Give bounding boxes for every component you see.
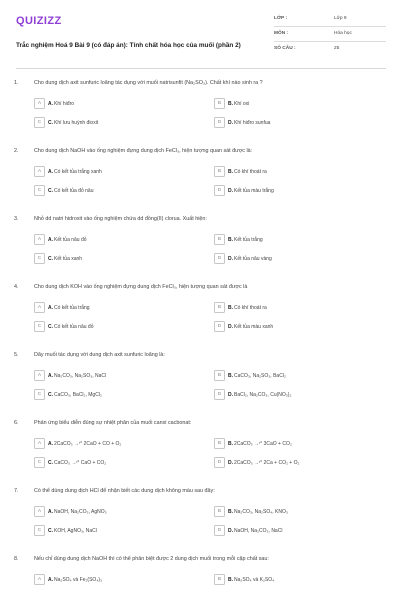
option-letter-box[interactable]: C [34, 321, 45, 332]
option-value: Kết tủa nâu vàng [234, 255, 272, 262]
option-text [228, 324, 273, 330]
meta-value: Hóa học [334, 31, 352, 36]
option-label: C. [48, 255, 53, 262]
meta-label: LỚP : [274, 16, 288, 21]
answer-option-a[interactable] [34, 574, 204, 588]
option-text [228, 460, 299, 466]
option-text [48, 528, 97, 534]
option-label: D. [228, 323, 233, 330]
meta-row-class [274, 12, 386, 27]
option-letter-box[interactable]: A [34, 166, 45, 177]
question-number: 4. [14, 284, 19, 290]
question-text: Dãy muối tác dụng với dung dịch axit sunfuric loãng là: [34, 352, 165, 358]
meta-label: SỐ CÂU : [274, 46, 296, 51]
option-value: CaCO₃, Na₂SO₃, BaCl₂ [234, 372, 286, 379]
option-row [34, 185, 384, 199]
answer-option-c[interactable] [34, 185, 204, 199]
option-letter-box[interactable]: B [214, 234, 225, 245]
question-number: 7. [14, 488, 19, 494]
answer-option-a[interactable] [34, 438, 204, 452]
answer-option-d[interactable] [214, 117, 384, 131]
worksheet-title: Trắc nghiệm Hoá 9 Bài 9 (có đáp án): Tính chất hóa học của muối (phần 2) [16, 42, 241, 49]
option-value: NaOH, Na₂CO₃, NaCl [234, 527, 283, 534]
option-letter-box[interactable]: C [34, 525, 45, 536]
option-value: Na₂SO₄ và K₂SO₄ [234, 576, 275, 583]
option-label: C. [48, 323, 53, 330]
option-value: Có kết tủa đỏ nâu [54, 187, 94, 194]
option-value: Kết tủa nâu đỏ [54, 236, 87, 243]
option-text [228, 188, 274, 194]
option-value: Kết tủa xanh [54, 255, 83, 262]
option-letter-box[interactable]: D [214, 525, 225, 536]
option-value: NaOH, Na₂CO₃, AgNO₃ [54, 508, 107, 515]
question-text: Có thể dùng dung dịch HCl để nhận biết các dung dịch không màu sau đây: [34, 488, 215, 494]
option-value: CaCO₃, BaCl₂, MgCl₂ [54, 391, 102, 398]
answer-option-c[interactable] [34, 525, 204, 539]
option-letter-box[interactable]: C [34, 253, 45, 264]
option-row [34, 98, 384, 112]
option-value: Có khí thoát ra [234, 304, 267, 311]
answer-option-c[interactable] [34, 321, 204, 335]
option-letter-box[interactable]: C [34, 457, 45, 468]
question-text: Nếu chỉ dùng dung dịch NaOH thì có thể phân biệt được 2 dung dịch muối trong mỗi cặp chất sau: [34, 556, 269, 562]
option-label: C. [48, 527, 53, 534]
option-label: A. [48, 100, 53, 107]
option-letter-box[interactable]: B [214, 302, 225, 313]
option-label: A. [48, 372, 53, 379]
option-value: Khí lưu huỳnh đioxit [54, 119, 99, 126]
answer-option-c[interactable] [34, 389, 204, 403]
option-text [228, 577, 274, 583]
answer-option-d[interactable] [214, 525, 384, 539]
option-text [228, 528, 282, 534]
option-text [228, 237, 263, 243]
option-value: Có khí thoát ra [234, 168, 267, 175]
question-item [14, 352, 386, 410]
question-item [14, 148, 386, 206]
option-letter-box[interactable]: C [34, 117, 45, 128]
answer-option-a[interactable] [34, 370, 204, 384]
option-label: C. [48, 187, 53, 194]
question-text: Cho dung dịch KOH vào ống nghiệm đựng dung dịch FeCl₃, hiện tượng quan sát được là [34, 284, 248, 290]
option-letter-box[interactable]: A [34, 370, 45, 381]
answer-option-d[interactable] [214, 253, 384, 267]
option-label: B. [228, 372, 233, 379]
option-text [48, 460, 106, 466]
option-label: D. [228, 459, 233, 466]
option-value: Có kết tủa trắng xanh [54, 168, 102, 175]
option-text [228, 509, 288, 515]
option-row [34, 506, 384, 520]
question-text: Cho dung dịch axit sunfuric loãng tác dụng với muối natrisunfit (Na₂SO₃). Chất khí nào sinh ra ? [34, 80, 263, 86]
option-row [34, 457, 384, 471]
question-item [14, 284, 386, 342]
answer-option-d[interactable] [214, 321, 384, 335]
question-item [14, 420, 386, 478]
option-text [228, 256, 272, 262]
question-item [14, 216, 386, 274]
answer-option-d[interactable] [214, 457, 384, 471]
answer-option-b[interactable] [214, 574, 384, 588]
option-text [228, 305, 267, 311]
option-text [48, 188, 93, 194]
option-value: BaCl₂, Na₂CO₃, Cu(NO₃)₂ [234, 391, 292, 398]
option-label: D. [228, 255, 233, 262]
option-value: Có kết tủa nâu đỏ [54, 323, 94, 330]
option-value: KOH, AgNO₃, NaCl [54, 527, 97, 534]
option-text [228, 101, 249, 107]
question-text: Nhỏ dd natri hidroxit vào ống nghiệm chứa dd đồng(II) clorua. Xuất hiện: [34, 216, 207, 222]
option-value: Na₂CO₃, Na₂SO₃, NaCl [54, 372, 107, 379]
option-label: B. [228, 576, 233, 583]
quizizz-logo[interactable]: QUIZIZZ [16, 15, 62, 27]
meta-row-subject [274, 27, 386, 42]
option-row [34, 166, 384, 180]
option-text [48, 237, 87, 243]
option-text [48, 392, 102, 398]
option-letter-box[interactable]: C [34, 389, 45, 400]
option-label: B. [228, 236, 233, 243]
option-letter-box[interactable]: A [34, 98, 45, 109]
option-value: Kết tủa trắng [234, 236, 263, 243]
answer-option-b[interactable] [214, 98, 384, 112]
option-label: B. [228, 508, 233, 515]
option-label: B. [228, 440, 233, 447]
question-number: 3. [14, 216, 19, 222]
option-label: D. [228, 527, 233, 534]
answer-option-b[interactable] [214, 166, 384, 180]
option-text [48, 509, 107, 515]
option-value: Có kết tủa trắng [54, 304, 90, 311]
option-row [34, 321, 384, 335]
option-label: B. [228, 100, 233, 107]
option-text [48, 373, 106, 379]
option-text [48, 120, 98, 126]
option-letter-box[interactable]: A [34, 302, 45, 313]
question-number: 6. [14, 420, 19, 426]
option-label: D. [228, 187, 233, 194]
answer-option-b[interactable] [214, 438, 384, 452]
option-letter-box[interactable]: D [214, 253, 225, 264]
option-value: Khí hiđro [54, 100, 75, 107]
option-letter-box[interactable]: A [34, 574, 45, 585]
question-item [14, 80, 386, 138]
option-row [34, 574, 384, 588]
option-label: A. [48, 304, 53, 311]
option-value: 2CaCO₃ →ᵗ° 2CaO + CO + O₂ [54, 440, 122, 447]
option-text [228, 120, 270, 126]
option-value: Khí oxi [234, 100, 250, 107]
option-text [48, 324, 93, 330]
option-label: D. [228, 119, 233, 126]
option-label: C. [48, 459, 53, 466]
meta-value: Lớp 9 [334, 16, 347, 21]
option-label: A. [48, 168, 53, 175]
answer-option-a[interactable] [34, 506, 204, 520]
question-number: 2. [14, 148, 19, 154]
question-number: 1. [14, 80, 19, 86]
option-letter-box[interactable]: D [214, 117, 225, 128]
answer-option-a[interactable] [34, 166, 204, 180]
option-letter-box[interactable]: B [214, 166, 225, 177]
option-letter-box[interactable]: D [214, 185, 225, 196]
question-item [14, 556, 386, 600]
answer-option-a[interactable] [34, 234, 204, 248]
option-text [228, 441, 292, 447]
option-text [48, 305, 90, 311]
answer-option-b[interactable] [214, 370, 384, 384]
option-text [228, 169, 267, 175]
option-text [228, 392, 291, 398]
option-letter-box[interactable]: C [34, 185, 45, 196]
option-row [34, 302, 384, 316]
option-letter-box[interactable]: D [214, 321, 225, 332]
question-text: Phản ứng biểu diễn đúng sự nhiệt phân của muối canxi cacbonat: [34, 420, 192, 426]
option-row [34, 525, 384, 539]
option-label: A. [48, 236, 53, 243]
option-text [48, 577, 102, 583]
meta-label: MÔN : [274, 31, 289, 36]
answer-option-a[interactable] [34, 98, 204, 112]
option-letter-box[interactable]: A [34, 234, 45, 245]
worksheet-meta [274, 12, 386, 57]
option-letter-box[interactable]: D [214, 457, 225, 468]
meta-row-count [274, 42, 386, 57]
option-row [34, 438, 384, 452]
option-label: A. [48, 508, 53, 515]
option-row [34, 234, 384, 248]
answer-option-b[interactable] [214, 234, 384, 248]
option-label: B. [228, 304, 233, 311]
option-value: 2CaCO₃ →ᵗ° 3CaO + CO₂ [234, 440, 292, 447]
option-label: B. [228, 168, 233, 175]
answer-option-b[interactable] [214, 302, 384, 316]
option-value: Kết tủa màu xanh [234, 323, 274, 330]
option-text [228, 373, 286, 379]
question-number: 5. [14, 352, 19, 358]
answer-option-b[interactable] [214, 506, 384, 520]
answer-option-c[interactable] [34, 457, 204, 471]
option-letter-box[interactable]: D [214, 389, 225, 400]
answer-option-a[interactable] [34, 302, 204, 316]
answer-option-d[interactable] [214, 389, 384, 403]
question-text: Cho dung dịch NaOH vào ống nghiệm đựng dung dịch FeCl₃, hiện tượng quan sát được là: [34, 148, 253, 154]
option-label: C. [48, 391, 53, 398]
option-letter-box[interactable]: B [214, 370, 225, 381]
option-row [34, 370, 384, 384]
option-value: Na₂CO₃, Na₂SO₄, KNO₃ [234, 508, 288, 515]
option-value: Khí hiđro sunfua [234, 119, 271, 126]
option-text [48, 101, 74, 107]
option-label: C. [48, 119, 53, 126]
option-letter-box[interactable]: B [214, 438, 225, 449]
option-label: A. [48, 440, 53, 447]
option-text [48, 441, 121, 447]
answer-option-d[interactable] [214, 185, 384, 199]
option-letter-box[interactable]: A [34, 438, 45, 449]
option-row [34, 253, 384, 267]
option-letter-box[interactable]: A [34, 506, 45, 517]
option-text [48, 169, 102, 175]
option-letter-box[interactable]: B [214, 98, 225, 109]
option-label: A. [48, 576, 53, 583]
option-label: D. [228, 391, 233, 398]
question-item [14, 488, 386, 546]
answer-option-c[interactable] [34, 253, 204, 267]
header-divider [16, 68, 386, 69]
option-row [34, 389, 384, 403]
option-letter-box[interactable]: B [214, 574, 225, 585]
meta-value: 25 [334, 46, 340, 51]
question-number: 8. [14, 556, 19, 562]
option-text [48, 256, 82, 262]
option-letter-box[interactable]: B [214, 506, 225, 517]
option-value: Kết tủa màu trắng [234, 187, 274, 194]
option-value: CaCO₃ →ᵗ° CaO + CO₂ [54, 459, 107, 466]
answer-option-c[interactable] [34, 117, 204, 131]
worksheet-header [16, 12, 386, 62]
option-row [34, 117, 384, 131]
option-value: Na₂SO₄ và Fe₂(SO₄)₃ [54, 576, 103, 583]
option-value: 2CaCO₃ →ᵗ° 2Ca + CO₂ + O₂ [234, 459, 300, 466]
